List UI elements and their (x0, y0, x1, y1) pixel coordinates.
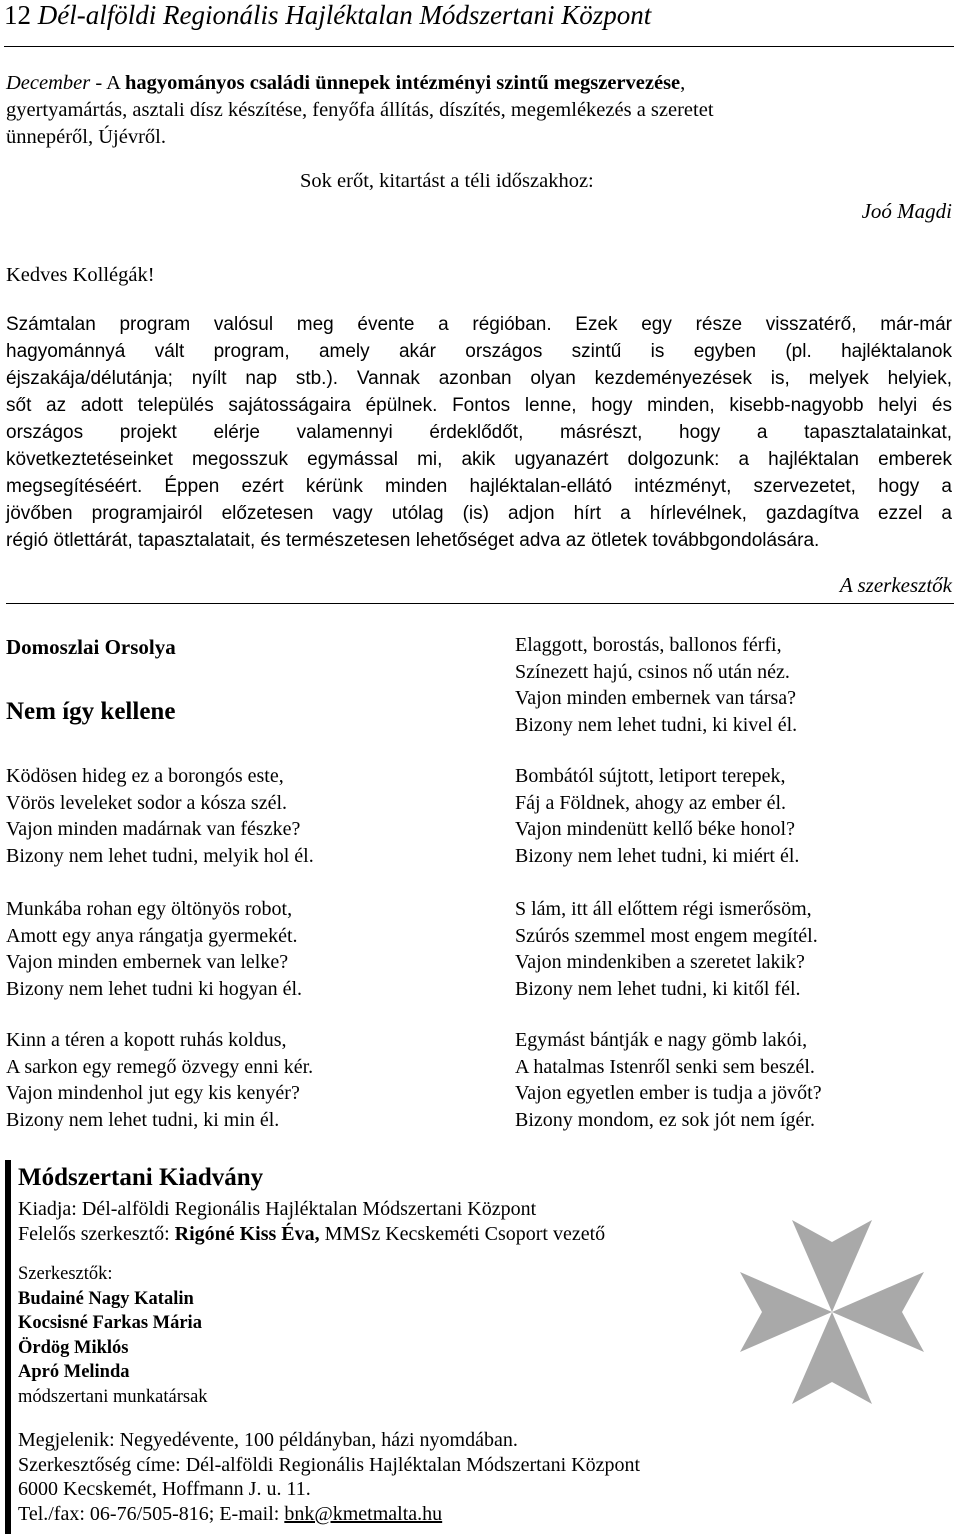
imprint-editors (18, 1262, 208, 1409)
letter-line-5: országos projekt elérje valamennyi érdeklődőt, másrészt, hogy a tapasztalatainkat, (6, 422, 952, 443)
letter-body (6, 311, 952, 554)
poem-stanza-right-3 (515, 896, 818, 1002)
poem-line: Vörös leveleket sodor a kósza szél. (6, 791, 288, 814)
poem-line: Vajon mindenütt kellő béke honol? (515, 818, 795, 840)
letter-greeting: Kedves Kollégák! (6, 264, 155, 286)
letter-line-8: jövőben programjairól előzetesen vagy utólag (is) adjon hírt a hírlevélnek, gazdagítva ezzel a (6, 503, 952, 524)
poem-line: A sarkon egy remegő özvegy enni kér. (6, 1055, 314, 1078)
poem-line: Bizony mondom, ez sok jót nem ígér. (515, 1108, 815, 1131)
imprint-responsible-name: Rigóné Kiss Éva, (174, 1222, 320, 1245)
poem-stanza-left-3 (6, 1027, 313, 1133)
imprint-responsible (18, 1222, 605, 1247)
poem-line: Elaggott, borostás, ballonos férfi, (515, 634, 782, 656)
poem-line: Ködösen hideg ez a borongós este, (6, 765, 284, 787)
letter-line-1: Számtalan program valósul meg évente a régióban. Ezek egy része visszatérő, már-már (6, 314, 952, 335)
imprint-address: 6000 Kecskemét, Hoffmann J. u. 11. (18, 1478, 311, 1500)
imprint-contact-prefix: Tel./fax: 06-76/505-816; E-mail: (18, 1502, 285, 1525)
header-title: Dél-alföldi Regionális Hajléktalan Módszertani Központ (37, 0, 652, 30)
imprint-responsible-label: Felelős szerkesztő: (18, 1222, 175, 1245)
poem-stanza-right-1 (515, 632, 797, 738)
imprint-details (18, 1428, 640, 1526)
poem-stanza-left-1 (6, 763, 314, 869)
poem-line: Vajon egyetlen ember is tudja a jövőt? (515, 1082, 822, 1104)
letter-line-4: sőt az adott település sajátosságaira épülnek. Fontos lenne, hogy minden, kisebb-nagyobb helyi és (6, 395, 952, 416)
imprint-address-label: Szerkesztőség címe: Dél-alföldi Regionális Hajléktalan Módszertani Központ (18, 1453, 641, 1476)
poem-line: Fáj a Földnek, ahogy az ember él. (515, 791, 787, 814)
maltese-cross-shape (740, 1220, 924, 1404)
editor-name: Ördög Miklós (18, 1337, 129, 1358)
letter-line-7: megsegítéséért. Éppen ezért kérünk minden hajléktalan-ellátó intézményt, szervezetet, hogy a (6, 476, 952, 497)
poem-line: Bizony nem lehet tudni ki hogyan él. (6, 977, 303, 1000)
header-rule (4, 46, 954, 47)
imprint-heading: Módszertani Kiadvány (18, 1164, 264, 1191)
poem-line: Vajon minden embernek van társa? (515, 687, 797, 709)
editors-role: módszertani munkatársak (18, 1386, 208, 1407)
poem-stanza-right-4 (515, 1027, 822, 1133)
december-bold: hagyományos családi ünnepek intézményi szintű megszervezése (124, 72, 681, 94)
editor-name: Kocsisné Farkas Mária (18, 1313, 202, 1333)
imprint-frequency: Megjelenik: Negyedévente, 100 példányban, házi nyomdában. (18, 1429, 518, 1451)
imprint-responsible-rest: MMSz Kecskeméti Csoport vezető (319, 1222, 606, 1245)
poem-line: Vajon mindenhol jut egy kis kenyér? (6, 1082, 300, 1104)
december-line3: ünnepéről, Újévről. (6, 126, 166, 148)
editors-label: Szerkesztők: (18, 1264, 113, 1284)
page-header (4, 0, 651, 31)
poem-stanza-left-2 (6, 896, 302, 1002)
poem-line: Bizony nem lehet tudni, ki kitől fél. (515, 977, 801, 1000)
poem-line: Szúrós szemmel most engem megítél. (515, 924, 818, 947)
poem-line: Munkába rohan egy öltönyös robot, (6, 898, 293, 920)
poem-line: Amott egy anya rángatja gyermekét. (6, 924, 298, 947)
imprint-border-left (5, 1160, 11, 1534)
poem-line: Bizony nem lehet tudni, ki miért él. (515, 844, 800, 867)
poem-line: Vajon mindenkiben a szeretet lakik? (515, 951, 805, 973)
poem-line: Bizony nem lehet tudni, ki min él. (6, 1108, 280, 1131)
poem-line: Bombától sújtott, letiport terepek, (515, 765, 786, 787)
editor-name: Apró Melinda (18, 1362, 130, 1382)
poem-line: Színezett hajú, csinos nő után néz. (515, 660, 790, 683)
december-signature: Joó Magdi (861, 199, 952, 223)
poem-line: S lám, itt áll előttem régi ismerősöm, (515, 898, 812, 920)
page-number: 12 (4, 0, 31, 30)
december-dash: - A (90, 72, 125, 94)
letter-line-9: régió ötlettárát, tapasztalatait, és természetesen lehetőséget adva az ötletek továbbgondolására. (6, 530, 820, 551)
section-rule (6, 603, 954, 604)
imprint-publisher: Kiadja: Dél-alföldi Regionális Hajléktalan Módszertani Központ (18, 1198, 537, 1220)
december-paragraph (6, 70, 952, 151)
poem-line: Bizony nem lehet tudni, ki kivel él. (515, 713, 798, 736)
letter-signature: A szerkesztők (839, 573, 952, 597)
poem-line: Bizony nem lehet tudni, melyik hol él. (6, 844, 314, 867)
poem-line: Egymást bántják e nagy gömb lakói, (515, 1029, 808, 1051)
imprint-publisher-block (18, 1197, 605, 1246)
poem-author: Domoszlai Orsolya (6, 635, 176, 659)
editor-name: Budainé Nagy Katalin (18, 1288, 194, 1309)
december-wish: Sok erőt, kitartást a téli időszakhoz: (300, 170, 594, 192)
imprint-contact (18, 1502, 640, 1527)
letter-line-6: következtetéseinket megosszuk egymással mi, akik ugyanazért dolgozunk: a hajléktalan emberek (6, 449, 952, 470)
poem-line: A hatalmas Istenről senki sem beszél. (515, 1055, 815, 1078)
letter-line-3: éjszakája/délutánja; nyílt nap stb.). Vannak azonban olyan kezdeményezések is, melyek helyiek, (6, 368, 952, 389)
poem-line: Kinn a téren a kopott ruhás koldus, (6, 1029, 287, 1051)
december-comma: , (680, 72, 686, 94)
poem-stanza-right-2 (515, 763, 799, 869)
maltese-cross-icon (732, 1212, 932, 1412)
email-link[interactable]: bnk@kmetmalta.hu (284, 1502, 443, 1525)
letter-line-2: hagyománnyá vált program, amely akár országos szintű is egyben (pl. hajléktalanok (6, 341, 952, 362)
poem-line: Vajon minden embernek van lelke? (6, 951, 289, 973)
december-line2: gyertyamártás, asztali dísz készítése, fenyőfa állítás, díszítés, megemlékezés a szeretet (6, 99, 714, 121)
poem-title: Nem így kellene (6, 698, 176, 725)
poem-line: Vajon minden madárnak van fészke? (6, 818, 301, 840)
december-month: December (6, 72, 91, 94)
